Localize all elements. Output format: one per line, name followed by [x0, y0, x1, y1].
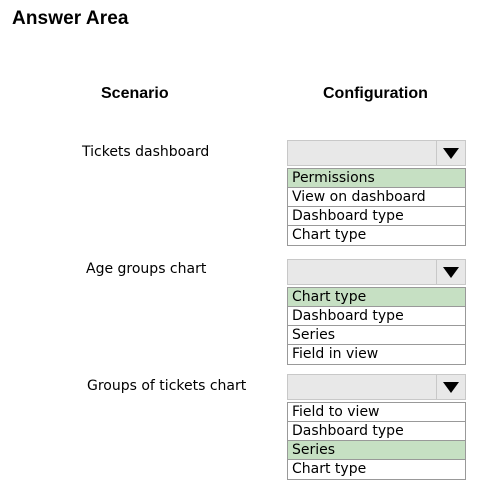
option-field-in-view[interactable]: Field in view	[292, 346, 379, 362]
answer-area-title: Answer Area	[12, 8, 129, 29]
select-box[interactable]	[287, 374, 466, 400]
dropdown-tickets-dashboard[interactable]	[287, 140, 466, 246]
dropdown-button[interactable]	[436, 141, 465, 165]
options-list	[287, 168, 466, 246]
option-chart-type[interactable]: Chart type	[288, 288, 465, 307]
option-chart-type[interactable]: Chart type	[292, 461, 367, 477]
option-series[interactable]: Series	[288, 326, 465, 345]
select-box[interactable]	[287, 259, 466, 285]
options-list	[287, 287, 466, 365]
option-view-on-dashboard[interactable]: View on dashboard	[288, 188, 465, 207]
option-chart-type[interactable]: Chart type	[292, 227, 367, 243]
option-dashboard-type[interactable]: Dashboard type	[288, 422, 465, 441]
scenario-label-age-groups-chart: Age groups chart	[86, 261, 207, 277]
option-permissions[interactable]: Permissions	[288, 169, 465, 188]
dropdown-age-groups-chart[interactable]	[287, 259, 466, 365]
option-field-to-view[interactable]: Field to view	[288, 403, 465, 422]
triangle-down-icon	[443, 382, 459, 393]
option-dashboard-type[interactable]: Dashboard type	[288, 307, 465, 326]
triangle-down-icon	[443, 148, 459, 159]
scenario-column-header: Scenario	[101, 85, 169, 102]
scenario-label-groups-of-tickets-chart: Groups of tickets chart	[87, 378, 247, 394]
configuration-column-header: Configuration	[323, 85, 428, 102]
triangle-down-icon	[443, 267, 459, 278]
options-list	[287, 402, 466, 480]
select-box[interactable]	[287, 140, 466, 166]
dropdown-groups-of-tickets-chart[interactable]	[287, 374, 466, 480]
option-dashboard-type[interactable]: Dashboard type	[288, 207, 465, 226]
scenario-label-tickets-dashboard: Tickets dashboard	[82, 144, 210, 160]
dropdown-button[interactable]	[436, 260, 465, 284]
option-series[interactable]: Series	[288, 441, 465, 460]
dropdown-button[interactable]	[436, 375, 465, 399]
